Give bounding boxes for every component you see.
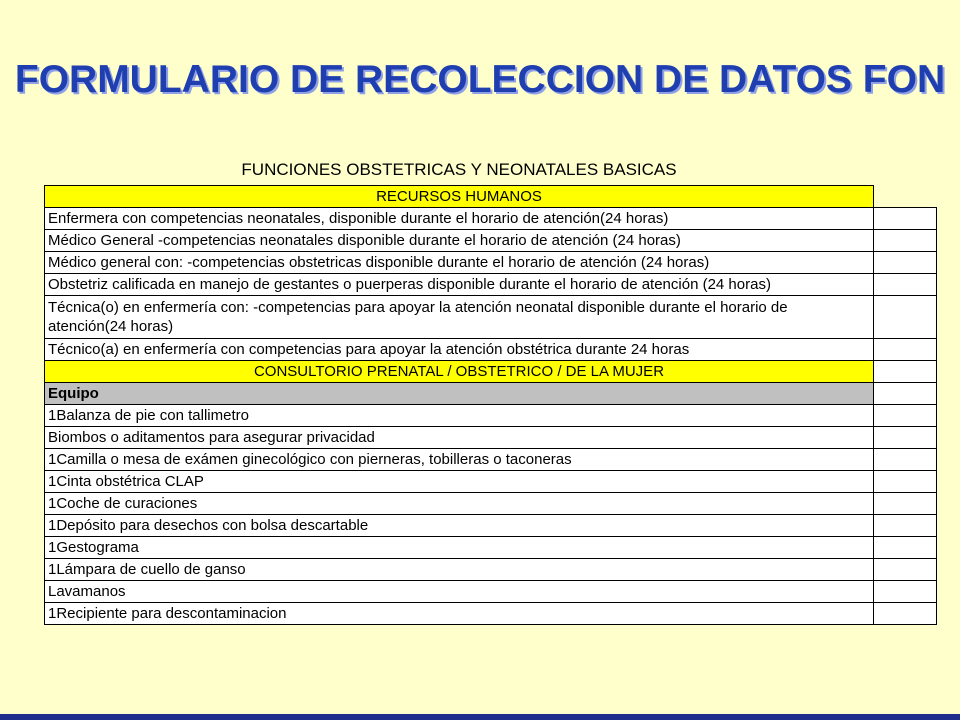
response-cell[interactable] (874, 559, 937, 581)
form-subtitle: FUNCIONES OBSTETRICAS Y NEONATALES BASICAS (241, 160, 677, 179)
item-label: Técnica(o) en enfermería con: -competencias para apoyar la atención neonatal disponible durante el horario de atención(24 horas) (45, 296, 874, 339)
response-cell[interactable] (874, 515, 937, 537)
bottom-bar (0, 714, 960, 720)
response-cell[interactable] (874, 603, 937, 625)
item-label: Lavamanos (45, 581, 874, 603)
response-cell[interactable] (874, 361, 937, 383)
item-label: Obstetriz calificada en manejo de gestantes o puerperas disponible durante el horario de atención (24 horas) (45, 274, 874, 296)
table-row (45, 581, 937, 603)
response-cell[interactable] (874, 427, 937, 449)
group-label: Equipo (45, 383, 874, 405)
item-label: 1Camilla o mesa de exámen ginecológico con pierneras, tobilleras o taconeras (45, 449, 874, 471)
table-row (45, 515, 937, 537)
item-label: 1Cinta obstétrica CLAP (45, 471, 874, 493)
table-row (45, 493, 937, 515)
page-title: FORMULARIO DE RECOLECCION DE DATOS FON (14, 58, 946, 101)
section-label: CONSULTORIO PRENATAL / OBSTETRICO / DE LA MUJER (45, 361, 874, 383)
item-label: 1Coche de curaciones (45, 493, 874, 515)
item-label: Médico General -competencias neonatales disponible durante el horario de atención (24 horas) (45, 230, 874, 252)
response-cell[interactable] (874, 471, 937, 493)
item-label: 1Gestograma (45, 537, 874, 559)
table-row (45, 449, 937, 471)
response-cell[interactable] (874, 274, 937, 296)
table-row (45, 405, 937, 427)
table-row (45, 230, 937, 252)
item-label: Enfermera con competencias neonatales, disponible durante el horario de atención(24 horas) (45, 208, 874, 230)
data-collection-table (44, 185, 937, 625)
item-label: 1Balanza de pie con tallimetro (45, 405, 874, 427)
response-cell[interactable] (874, 383, 937, 405)
table-row (45, 603, 937, 625)
table-row (45, 274, 937, 296)
table-row (45, 296, 937, 339)
response-cell (874, 186, 937, 208)
table-row (45, 339, 937, 361)
response-cell[interactable] (874, 581, 937, 603)
response-cell[interactable] (874, 252, 937, 274)
item-label: Médico general con: -competencias obstetricas disponible durante el horario de atención (24 horas) (45, 252, 874, 274)
response-cell[interactable] (874, 493, 937, 515)
section-label: RECURSOS HUMANOS (45, 186, 874, 208)
item-label: Técnico(a) en enfermería con competencias para apoyar la atención obstétrica durante 24 horas (45, 339, 874, 361)
table-row (45, 537, 937, 559)
table-row (45, 427, 937, 449)
table-row (45, 252, 937, 274)
section-header-row (45, 186, 937, 208)
table-row (45, 208, 937, 230)
response-cell[interactable] (874, 230, 937, 252)
item-label: 1Lámpara de cuello de ganso (45, 559, 874, 581)
response-cell[interactable] (874, 449, 937, 471)
response-cell[interactable] (874, 296, 937, 339)
table-row (45, 471, 937, 493)
section-header-row (45, 361, 937, 383)
group-header-row (45, 383, 937, 405)
item-label: 1Depósito para desechos con bolsa descartable (45, 515, 874, 537)
response-cell[interactable] (874, 208, 937, 230)
table-row (45, 559, 937, 581)
response-cell[interactable] (874, 537, 937, 559)
response-cell[interactable] (874, 405, 937, 427)
item-label: 1Recipiente para descontaminacion (45, 603, 874, 625)
item-label: Biombos o aditamentos para asegurar privacidad (45, 427, 874, 449)
response-cell[interactable] (874, 339, 937, 361)
